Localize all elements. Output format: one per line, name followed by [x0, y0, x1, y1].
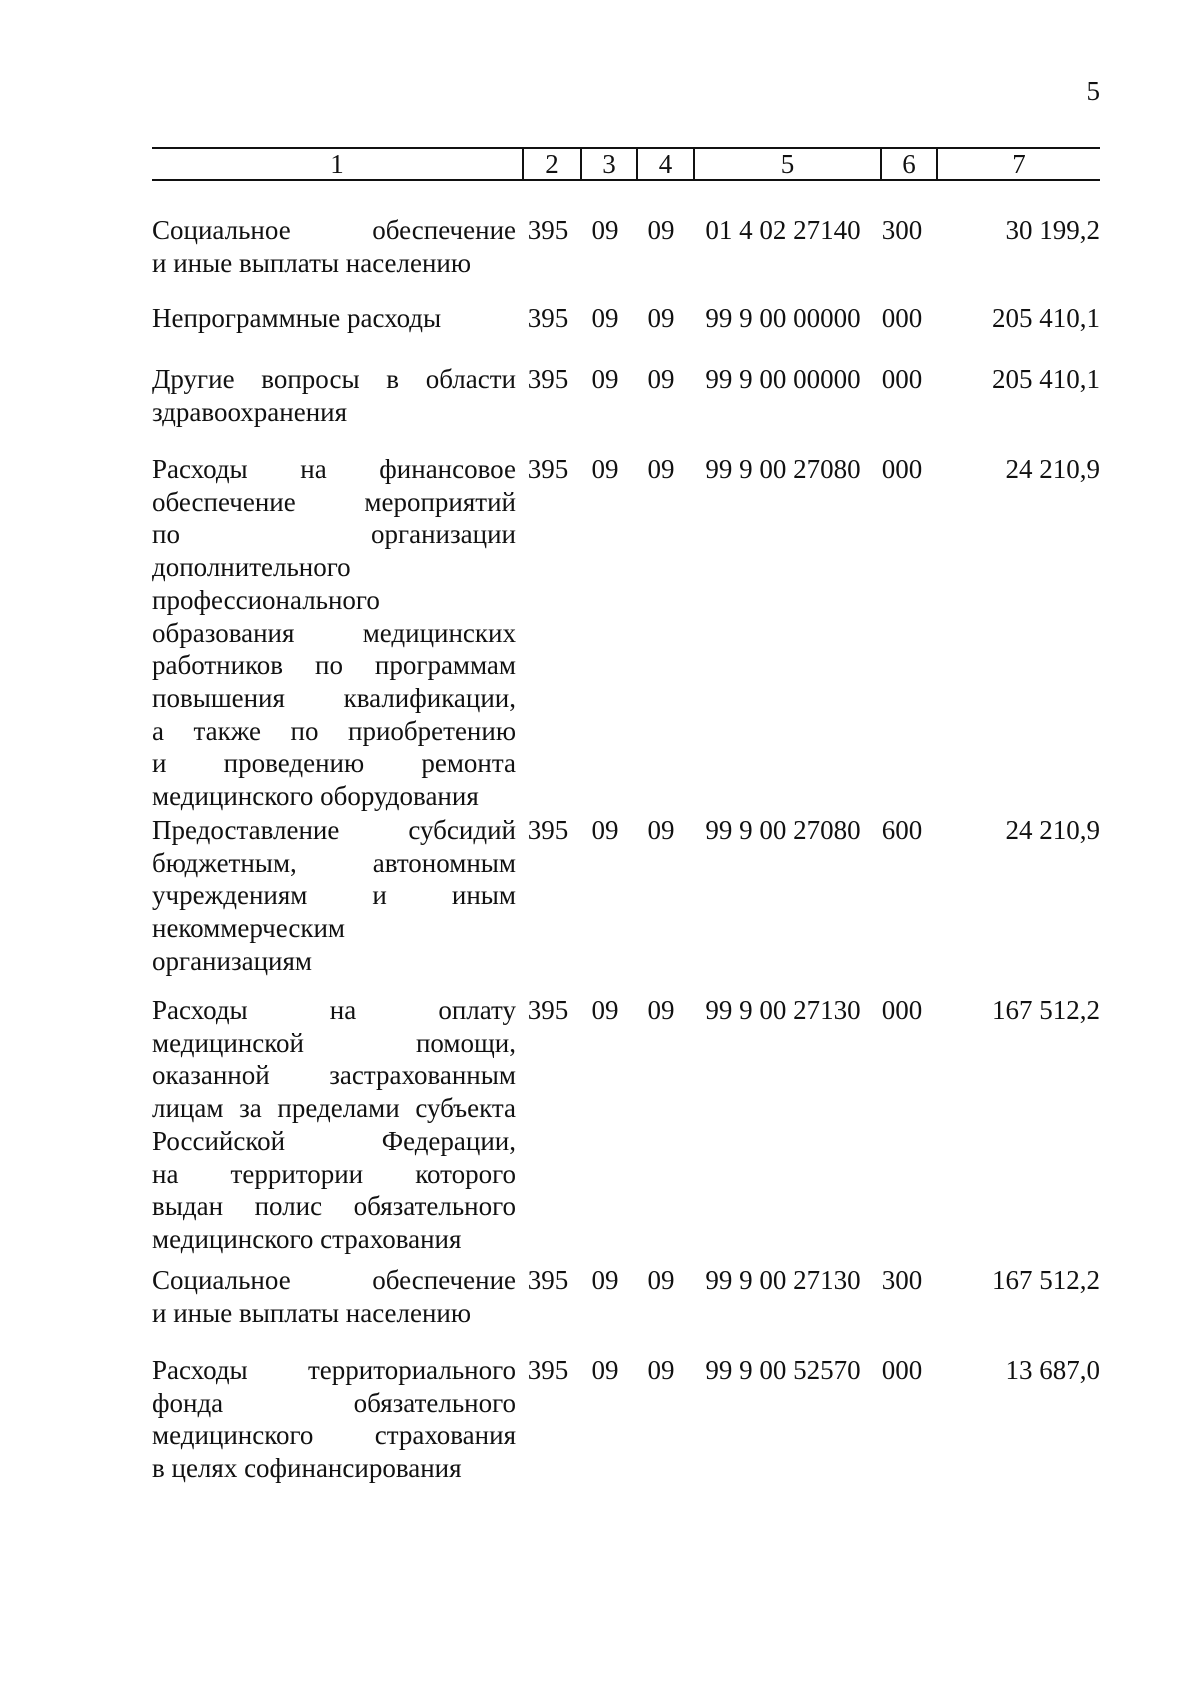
- row-description: [152, 1264, 516, 1329]
- amount: 205 410,1: [992, 364, 1100, 394]
- column-header-7: 7: [936, 149, 1100, 179]
- ministry-code: 395: [527, 995, 569, 1025]
- description-line: Расходы на финансовое: [152, 454, 516, 484]
- table-row: [152, 1264, 1100, 1329]
- subsection-code: 09: [647, 815, 675, 845]
- table-row: [152, 994, 1100, 1256]
- target-article-code: 01 4 02 27140: [705, 215, 861, 245]
- description-line: Социальное обеспечение: [152, 215, 516, 245]
- row-description: [152, 453, 516, 813]
- column-header-6: 6: [880, 149, 936, 179]
- section-code: 09: [591, 215, 619, 245]
- subsection-code: 09: [647, 454, 675, 484]
- ministry-code: 395: [527, 1355, 569, 1385]
- column-header-4: 4: [636, 149, 693, 179]
- section-code: 09: [591, 303, 619, 333]
- description-line: медицинского оборудования: [152, 781, 479, 812]
- section-code: 09: [591, 995, 619, 1025]
- ministry-code: 395: [527, 364, 569, 394]
- row-description: [152, 302, 516, 335]
- description-line: организациям: [152, 945, 313, 976]
- row-description: [152, 814, 516, 978]
- target-article-code: 99 9 00 27130: [705, 995, 861, 1025]
- target-article-code: 99 9 00 00000: [705, 364, 861, 394]
- table-row: [152, 214, 1100, 279]
- table-row: [152, 1354, 1100, 1485]
- target-article-code: 99 9 00 27130: [705, 1265, 861, 1295]
- page-number: 5: [1086, 76, 1100, 106]
- description-line: фонда обязательного: [152, 1387, 516, 1418]
- subsection-code: 09: [647, 303, 675, 333]
- subsection-code: 09: [647, 215, 675, 245]
- description-line: работников по программам: [152, 650, 516, 681]
- expense-type-code: 300: [881, 1265, 923, 1295]
- expense-type-code: 000: [881, 1355, 923, 1385]
- ministry-code: 395: [527, 303, 569, 333]
- description-line: Непрограммные расходы: [152, 303, 442, 333]
- column-header-1: 1: [330, 149, 344, 179]
- description-line: некоммерческим: [152, 913, 346, 944]
- target-article-code: 99 9 00 27080: [705, 815, 861, 845]
- description-line: выдан полис обязательного: [152, 1191, 516, 1222]
- description-line: лицам за пределами субъекта: [152, 1093, 516, 1124]
- target-article-code: 99 9 00 27080: [705, 454, 861, 484]
- description-line: Расходы территориального: [152, 1355, 516, 1385]
- subsection-code: 09: [647, 1265, 675, 1295]
- description-line: и иные выплаты населению: [152, 1297, 472, 1328]
- row-description: [152, 214, 516, 279]
- column-header-3: 3: [580, 149, 636, 179]
- description-line: учреждениям и иным: [152, 880, 516, 911]
- description-line: бюджетным, автономным: [152, 847, 516, 878]
- amount: 167 512,2: [992, 995, 1100, 1025]
- description-line: а также по приобретению: [152, 715, 516, 746]
- description-line: медицинской помощи,: [152, 1027, 516, 1058]
- table-row: [152, 453, 1100, 813]
- column-header-5: 5: [693, 149, 880, 179]
- amount: 205 410,1: [992, 303, 1100, 333]
- row-description: [152, 994, 516, 1256]
- amount: 24 210,9: [1005, 815, 1100, 845]
- section-code: 09: [591, 454, 619, 484]
- description-line: Предоставление субсидий: [152, 815, 516, 845]
- description-line: Социальное обеспечение: [152, 1265, 516, 1295]
- expense-type-code: 000: [881, 364, 923, 394]
- description-line: обеспечение мероприятий: [152, 486, 516, 517]
- description-line: дополнительного: [152, 552, 351, 583]
- description-line: в целях софинансирования: [152, 1453, 462, 1484]
- description-line: и иные выплаты населению: [152, 247, 472, 278]
- column-header-2: 2: [522, 149, 580, 179]
- expense-type-code: 000: [881, 995, 923, 1025]
- description-line: Расходы на оплату: [152, 995, 516, 1025]
- amount: 24 210,9: [1005, 454, 1100, 484]
- description-line: медицинского страхования: [152, 1420, 516, 1451]
- table-header: [152, 147, 1100, 181]
- description-line: Другие вопросы в области: [152, 364, 516, 394]
- description-line: по организации: [152, 519, 516, 550]
- description-line: повышения квалификации,: [152, 682, 516, 713]
- description-line: оказанной застрахованным: [152, 1060, 516, 1091]
- table-row: [152, 302, 1100, 335]
- table-row: [152, 363, 1100, 428]
- row-description: [152, 363, 516, 428]
- target-article-code: 99 9 00 00000: [705, 303, 861, 333]
- section-code: 09: [591, 1265, 619, 1295]
- subsection-code: 09: [647, 995, 675, 1025]
- expense-type-code: 300: [881, 215, 923, 245]
- amount: 13 687,0: [1005, 1355, 1100, 1385]
- row-description: [152, 1354, 516, 1485]
- ministry-code: 395: [527, 215, 569, 245]
- description-line: Российской Федерации,: [152, 1125, 516, 1156]
- section-code: 09: [591, 815, 619, 845]
- section-code: 09: [591, 1355, 619, 1385]
- description-line: медицинского страхования: [152, 1223, 462, 1254]
- amount: 167 512,2: [992, 1265, 1100, 1295]
- description-line: и проведению ремонта: [152, 748, 516, 779]
- ministry-code: 395: [527, 454, 569, 484]
- expense-type-code: 600: [881, 815, 923, 845]
- subsection-code: 09: [647, 1355, 675, 1385]
- expense-type-code: 000: [881, 454, 923, 484]
- description-line: здравоохранения: [152, 396, 348, 427]
- description-line: профессионального: [152, 584, 380, 615]
- target-article-code: 99 9 00 52570: [705, 1355, 861, 1385]
- description-line: образования медицинских: [152, 617, 516, 648]
- expense-type-code: 000: [881, 303, 923, 333]
- ministry-code: 395: [527, 1265, 569, 1295]
- ministry-code: 395: [527, 815, 569, 845]
- description-line: на территории которого: [152, 1158, 516, 1189]
- subsection-code: 09: [647, 364, 675, 394]
- table-row: [152, 814, 1100, 978]
- section-code: 09: [591, 364, 619, 394]
- amount: 30 199,2: [1005, 215, 1100, 245]
